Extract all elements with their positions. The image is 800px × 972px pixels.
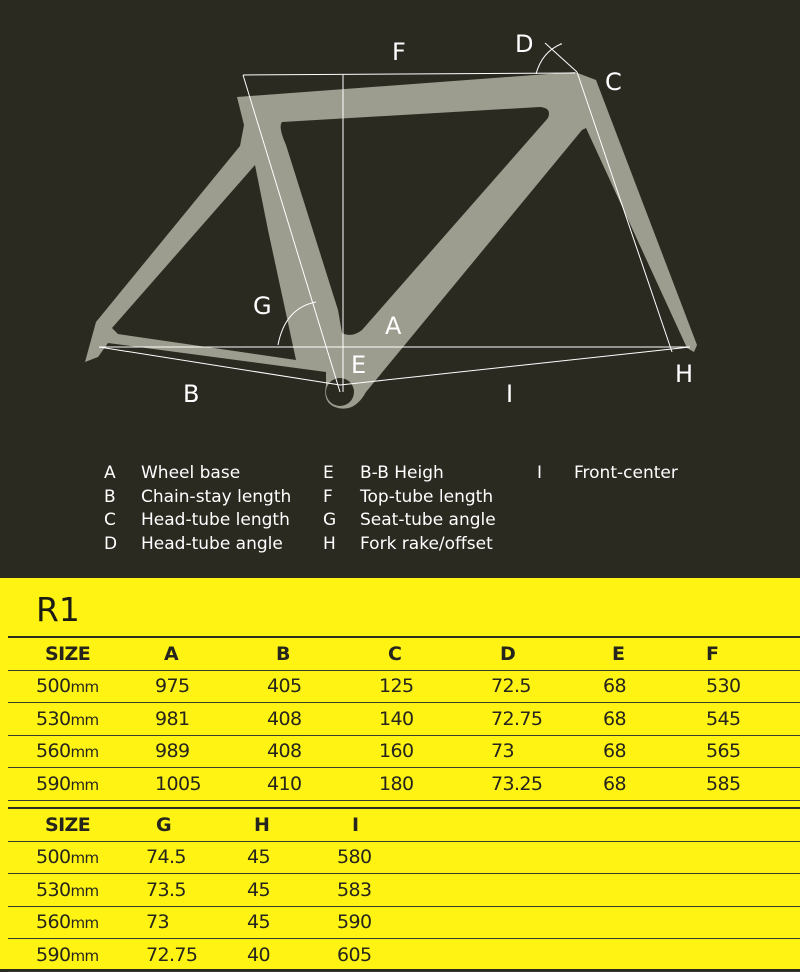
cell-value: 580 [337, 846, 372, 869]
table-header-row [8, 808, 800, 841]
value-cell [370, 735, 482, 768]
table-header-row [8, 637, 800, 670]
legend-text: Chain-stay length [141, 486, 292, 507]
value-cell [370, 670, 482, 703]
cell-value: 590 [337, 911, 372, 934]
cell-value: 72.5 [491, 675, 531, 698]
cell-value: 981 [155, 707, 190, 730]
label-i: I [506, 380, 514, 408]
value-cell [482, 735, 594, 768]
value-cell [370, 768, 482, 801]
legend-item [104, 462, 291, 486]
value-cell [594, 670, 706, 703]
legend-text: Head-tube length [141, 510, 290, 531]
cell-value: 68 [603, 707, 626, 730]
cell-value: 565 [706, 740, 741, 763]
value-cell [240, 939, 334, 972]
value-cell [146, 841, 240, 874]
value-cell [258, 768, 370, 801]
label-d: D [515, 30, 534, 58]
value-cell [240, 906, 334, 939]
table-row [8, 874, 800, 907]
unit-label: mm [70, 678, 99, 697]
value-cell [706, 703, 800, 736]
value-cell [482, 703, 594, 736]
table-row [8, 939, 800, 972]
cell-value: 68 [603, 675, 626, 698]
cell-value: 590 [36, 943, 71, 966]
value-cell [146, 768, 258, 801]
legend-key: C [104, 510, 116, 531]
cell-value: 500 [36, 675, 71, 698]
table-row [8, 735, 800, 768]
value-cell [370, 703, 482, 736]
legend-key: H [323, 533, 336, 554]
size-cell [8, 735, 146, 768]
legend-text: B-B Heigh [360, 463, 444, 483]
cell-value: 500 [36, 846, 71, 869]
value-cell [146, 703, 258, 736]
header-cell: SIZE [8, 637, 146, 670]
value-cell [334, 906, 800, 939]
cell-value: 530 [706, 675, 741, 698]
size-cell [8, 768, 146, 801]
legend-text: Front-center [574, 463, 678, 483]
header-cell: A [146, 637, 258, 670]
label-c: C [605, 68, 622, 96]
legend-text: Seat-tube angle [360, 510, 496, 531]
cell-value: 405 [267, 675, 302, 698]
value-cell [146, 670, 258, 703]
value-cell [240, 841, 334, 874]
legend-key: F [323, 486, 333, 507]
legend-item [323, 486, 496, 510]
cell-value: 73.25 [491, 772, 543, 795]
header-cell: E [594, 637, 706, 670]
header-cell: SIZE [8, 808, 146, 841]
geometry-table-2 [8, 807, 800, 972]
value-cell [334, 874, 800, 907]
cell-value: 560 [36, 911, 71, 934]
legend-col-1 [104, 462, 291, 556]
cell-value: 408 [267, 707, 302, 730]
size-cell [8, 906, 146, 939]
cell-value: 40 [247, 943, 270, 966]
cell-value: 45 [247, 846, 270, 869]
legend-text: Fork rake/offset [360, 533, 493, 554]
value-cell [334, 841, 800, 874]
value-cell [146, 735, 258, 768]
cell-value: 583 [337, 878, 372, 901]
value-cell [146, 939, 240, 972]
legend-key: A [104, 463, 116, 483]
cell-value: 68 [603, 740, 626, 763]
unit-label: mm [70, 849, 99, 868]
label-e: E [351, 351, 367, 379]
value-cell [594, 703, 706, 736]
legend-item [323, 462, 496, 486]
unit-label: mm [70, 775, 99, 794]
value-cell [334, 939, 800, 972]
table-row [8, 670, 800, 703]
label-g: G [253, 292, 272, 320]
value-cell [706, 735, 800, 768]
label-f: F [392, 38, 406, 66]
cell-value: 73.5 [146, 878, 186, 901]
frame-silhouette [85, 72, 697, 409]
cell-value: 585 [706, 772, 741, 795]
table-row [8, 841, 800, 874]
legend-item [104, 486, 291, 510]
cell-value: 73 [491, 740, 514, 763]
legend-item [104, 509, 291, 533]
cell-value: 73 [146, 911, 169, 934]
legend-item [323, 509, 496, 533]
cell-value: 530 [36, 707, 71, 730]
header-cell: C [370, 637, 482, 670]
header-cell: D [482, 637, 594, 670]
size-cell [8, 874, 146, 907]
header-cell: I [334, 808, 800, 841]
unit-label: mm [70, 946, 99, 965]
legend-key: I [537, 463, 543, 483]
header-cell: B [258, 637, 370, 670]
table-row [8, 768, 800, 801]
value-cell [594, 768, 706, 801]
cell-value: 45 [247, 911, 270, 934]
legend-item [323, 533, 496, 557]
value-cell [258, 735, 370, 768]
legend-key: B [104, 486, 116, 507]
value-cell [706, 670, 800, 703]
cell-value: 45 [247, 878, 270, 901]
size-cell [8, 703, 146, 736]
model-title: R1 [36, 590, 80, 629]
legend-item [537, 462, 678, 486]
cell-value: 989 [155, 740, 190, 763]
value-cell [706, 768, 800, 801]
label-a: A [385, 312, 402, 340]
value-cell [594, 735, 706, 768]
size-cell [8, 939, 146, 972]
cell-value: 605 [337, 943, 372, 966]
size-cell [8, 670, 146, 703]
cell-value: 408 [267, 740, 302, 763]
legend-key: E [323, 463, 334, 483]
value-cell [482, 768, 594, 801]
geometry-table-panel [0, 578, 800, 969]
legend-item [104, 533, 291, 557]
cell-value: 410 [267, 772, 302, 795]
header-cell: G [146, 808, 240, 841]
cell-value: 160 [379, 740, 414, 763]
unit-label: mm [70, 710, 99, 729]
cell-value: 68 [603, 772, 626, 795]
cell-value: 72.75 [146, 943, 198, 966]
cell-value: 545 [706, 707, 741, 730]
cell-value: 975 [155, 675, 190, 698]
cell-value: 180 [379, 772, 414, 795]
value-cell [146, 906, 240, 939]
cell-value: 590 [36, 772, 71, 795]
cell-value: 1005 [155, 772, 201, 795]
cell-value: 530 [36, 878, 71, 901]
legend-key: G [323, 510, 337, 531]
value-cell [146, 874, 240, 907]
legend-text: Top-tube length [360, 486, 494, 507]
legend-text: Head-tube angle [141, 533, 283, 554]
cell-value: 140 [379, 707, 414, 730]
label-b: B [183, 380, 200, 408]
legend-text: Wheel base [141, 463, 241, 483]
size-cell [8, 841, 146, 874]
value-cell [240, 874, 334, 907]
unit-label: mm [70, 743, 99, 762]
geometry-table-1 [8, 636, 800, 801]
cell-value: 74.5 [146, 846, 186, 869]
unit-label: mm [70, 881, 99, 900]
legend-col-2 [323, 462, 496, 556]
legend-col-3 [537, 462, 678, 486]
table-row [8, 703, 800, 736]
cell-value: 72.75 [491, 707, 543, 730]
value-cell [258, 670, 370, 703]
cell-value: 125 [379, 675, 414, 698]
value-cell [482, 670, 594, 703]
value-cell [258, 703, 370, 736]
cell-value: 560 [36, 740, 71, 763]
label-h: H [675, 360, 694, 388]
unit-label: mm [70, 914, 99, 933]
header-cell: F [706, 637, 800, 670]
table-row [8, 906, 800, 939]
header-cell: H [240, 808, 334, 841]
legend-key: D [104, 533, 118, 554]
